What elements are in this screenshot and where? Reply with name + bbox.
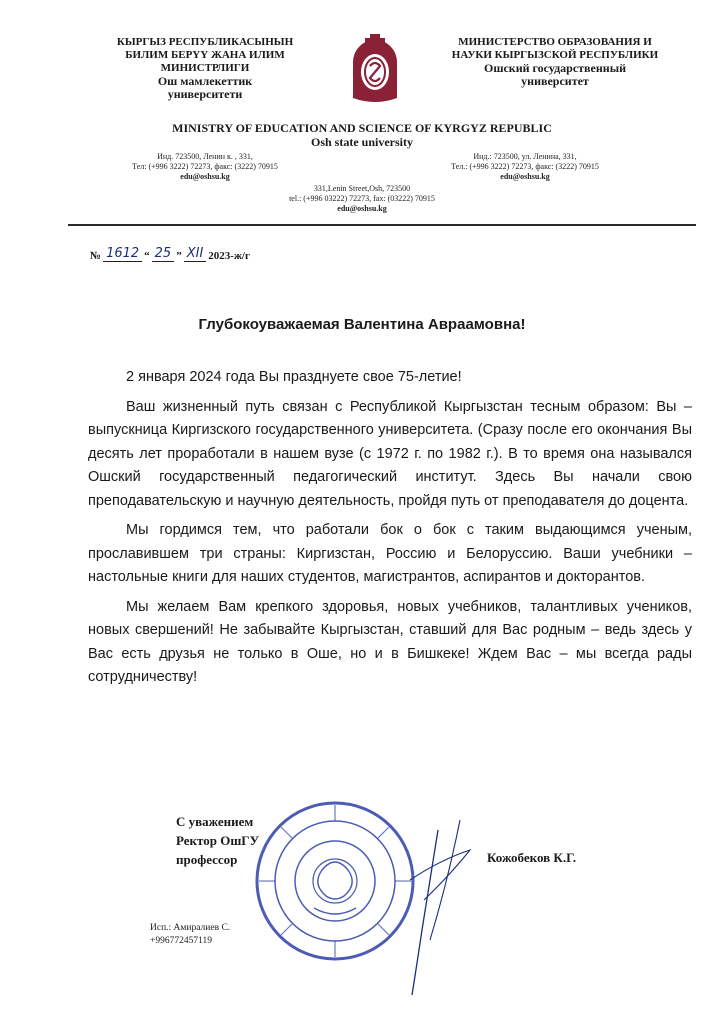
paragraph: Мы желаем Вам крепкого здоровья, новых учебников, талантливых учеников, новых свершений! Не забывайте Кыргызстан, ставший для Вас родным – ведь здесь у Вас есть друзья не только в Оше, но и в Бишкеке! Ждем Вас – мы всегда рады сотрудничеству! — [88, 598, 692, 685]
paragraph: Ваш жизненный путь связан с Республикой Кыргызстан тесным образом: Вы – выпускница Киргизского государственного университета. (Сразу после его окончания Вы десять лет проработали в нашем вузе (с 1972 г. по 1982 г.). В то время она назывался Ошский государственный педагогический институт. Здесь Вы начали свою преподавательскую и научную деятельность, пройдя путь от преподавателя до доцента. — [88, 398, 692, 509]
paragraph: Мы гордимся тем, что работали бок о бок с таким выдающимся ученым, прославившем три страны: Киргизстан, Россию и Белоруссию. Ваши учебники – настольные книги для наших студентов, магистрантов, аспирантов и докторантов. — [88, 522, 692, 585]
address-email: edu@oshsu.kg — [180, 172, 230, 181]
signature-line: профессор — [176, 852, 238, 867]
address-english — [262, 184, 462, 214]
header-russian-line: университет — [521, 74, 589, 88]
reference-quote-close: ” — [176, 250, 182, 262]
address-line: tel.: (+996 03222) 72273, fax: (03222) 70915 — [289, 194, 435, 203]
header-kyrgyz-line: Ош мамлекеттик — [157, 74, 253, 88]
reference-day: 25 — [152, 246, 175, 262]
signatory-name: Кожобеков К.Г. — [487, 850, 577, 865]
signature-line: Ректор ОшГУ — [176, 833, 260, 848]
reference-number: 1612 — [103, 246, 142, 262]
signature-block — [176, 812, 259, 869]
address-line: Тел: (+996 3222) 72273, факс: (3222) 70915 — [132, 162, 278, 171]
address-line: Инд. 723500, Ленин к. , 331, — [157, 152, 253, 161]
reference-month: XII — [184, 246, 207, 262]
address-line: 331,Lenin Street,Osh, 723500 — [313, 184, 411, 193]
header-english-line: MINISTRY OF EDUCATION AND SCIENCE OF KYRGYZ REPUBLIC — [172, 121, 552, 135]
header-kyrgyz-line: МИНИСТРЛИГИ — [160, 62, 250, 74]
reference-quote-open: “ — [144, 250, 150, 262]
address-line: Инд.: 723500, ул. Ленина, 331, — [473, 152, 577, 161]
address-russian — [420, 152, 630, 182]
signature-line: С уважением — [176, 814, 254, 829]
header-divider — [68, 224, 696, 226]
address-line: Тел.: (+996 3222) 72273, факс: (3222) 70915 — [451, 162, 599, 171]
header-russian-line: НАУКИ КЫРГЫЗСКОЙ РЕСПУБЛИКИ — [451, 49, 659, 61]
official-stamp — [252, 798, 418, 964]
header-kyrgyz-line: БИЛИМ БЕРҮҮ ЖАНА ИЛИМ — [125, 49, 285, 61]
salutation: Глубокоуважаемая Валентина Авраамовна! — [198, 316, 526, 333]
handwritten-signature — [400, 820, 490, 1000]
header-english-line: Osh state university — [311, 135, 413, 149]
paragraph: 2 января 2024 года Вы празднуете свое 75-летие! — [126, 369, 462, 385]
header-kyrgyz-line: университети — [167, 87, 243, 101]
header-russian-line: МИНИСТЕРСТВО ОБРАЗОВАНИЯ И — [458, 36, 652, 48]
executor-name: Исп.: Амиралиев С. — [150, 923, 231, 933]
reference-number-prefix: № — [90, 250, 102, 262]
letter-body — [88, 366, 692, 696]
header-english — [0, 121, 724, 149]
header-kyrgyz-line: КЫРГЫЗ РЕСПУБЛИКАСЫНЫН — [116, 36, 294, 48]
header-kyrgyz — [80, 36, 330, 101]
address-email: edu@oshsu.kg — [500, 172, 550, 181]
header-russian — [425, 36, 685, 88]
reference-line — [90, 246, 250, 262]
university-logo — [348, 32, 402, 106]
address-email: edu@oshsu.kg — [337, 204, 387, 213]
executor-phone: +996772457119 — [150, 936, 213, 946]
executor-info — [150, 922, 230, 948]
header-russian-line: Ошский государственный — [484, 61, 626, 75]
reference-year: 2023-ж/г — [208, 250, 250, 262]
address-kyrgyz — [100, 152, 310, 182]
